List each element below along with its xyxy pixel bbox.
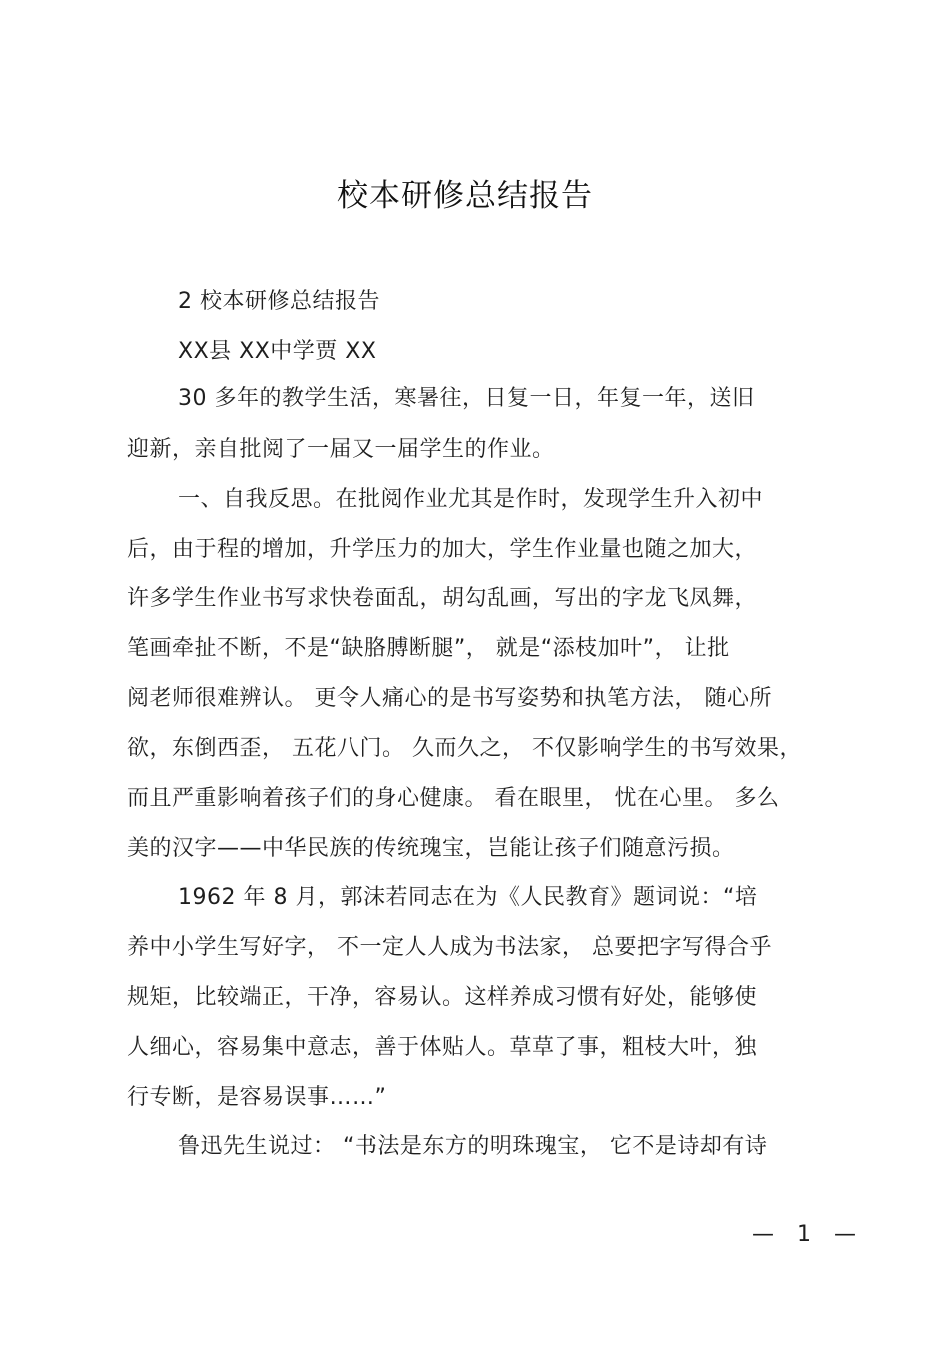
body-line: 2 校本研修总结报告 <box>178 289 380 314</box>
body-line: XX县 XX中学贾 XX <box>178 339 377 364</box>
body-line: 迎新，亲自批阅了一届又一届学生的作业。 <box>127 437 555 462</box>
body-line: 养中小学生写好字， 不一定人人成为书法家， 总要把字写得合乎 <box>127 935 772 960</box>
body-line: 人细心，容易集中意志，善于体贴人。草草了事，粗枝大叶，独 <box>127 1035 758 1060</box>
body-line: 美的汉字——中华民族的传统瑰宝，岂能让孩子们随意污损。 <box>127 836 735 861</box>
body-line: 行专断，是容易误事……” <box>127 1085 387 1110</box>
body-line: 笔画牵扯不断，不是“缺胳膊断腿”， 就是“添枝加叶”， 让批 <box>127 636 730 661</box>
body-line: 30 多年的教学生活，寒暑往，日复一日，年复一年，送旧 <box>178 386 755 411</box>
page-number: — 1 — <box>752 1222 864 1247</box>
body-line: 而且严重影响着孩子们的身心健康。 看在眼里， 忧在心里。 多么 <box>127 786 780 811</box>
body-line: 后，由于程的增加，升学压力的加大，学生作业量也随之加大， <box>127 537 758 562</box>
body-line: 一、自我反思。在批阅作业尤其是作时，发现学生升入初中 <box>178 487 764 512</box>
body-line: 许多学生作业书写求快卷面乱，胡勾乱画，写出的字龙飞凤舞， <box>127 586 758 611</box>
body-line: 欲，东倒西歪， 五花八门。 久而久之， 不仅影响学生的书写效果， <box>127 736 802 761</box>
body-line: 1962 年 8 月，郭沫若同志在为《人民教育》题词说：“培 <box>178 885 758 910</box>
body-line: 阅老师很难辨认。 更令人痛心的是书写姿势和执笔方法， 随心所 <box>127 686 772 711</box>
document-title: 校本研修总结报告 <box>337 178 593 214</box>
body-line: 鲁迅先生说过： “书法是东方的明珠瑰宝， 它不是诗却有诗 <box>178 1134 768 1159</box>
body-line: 规矩，比较端正，干净，容易认。这样养成习惯有好处，能够使 <box>127 985 758 1010</box>
